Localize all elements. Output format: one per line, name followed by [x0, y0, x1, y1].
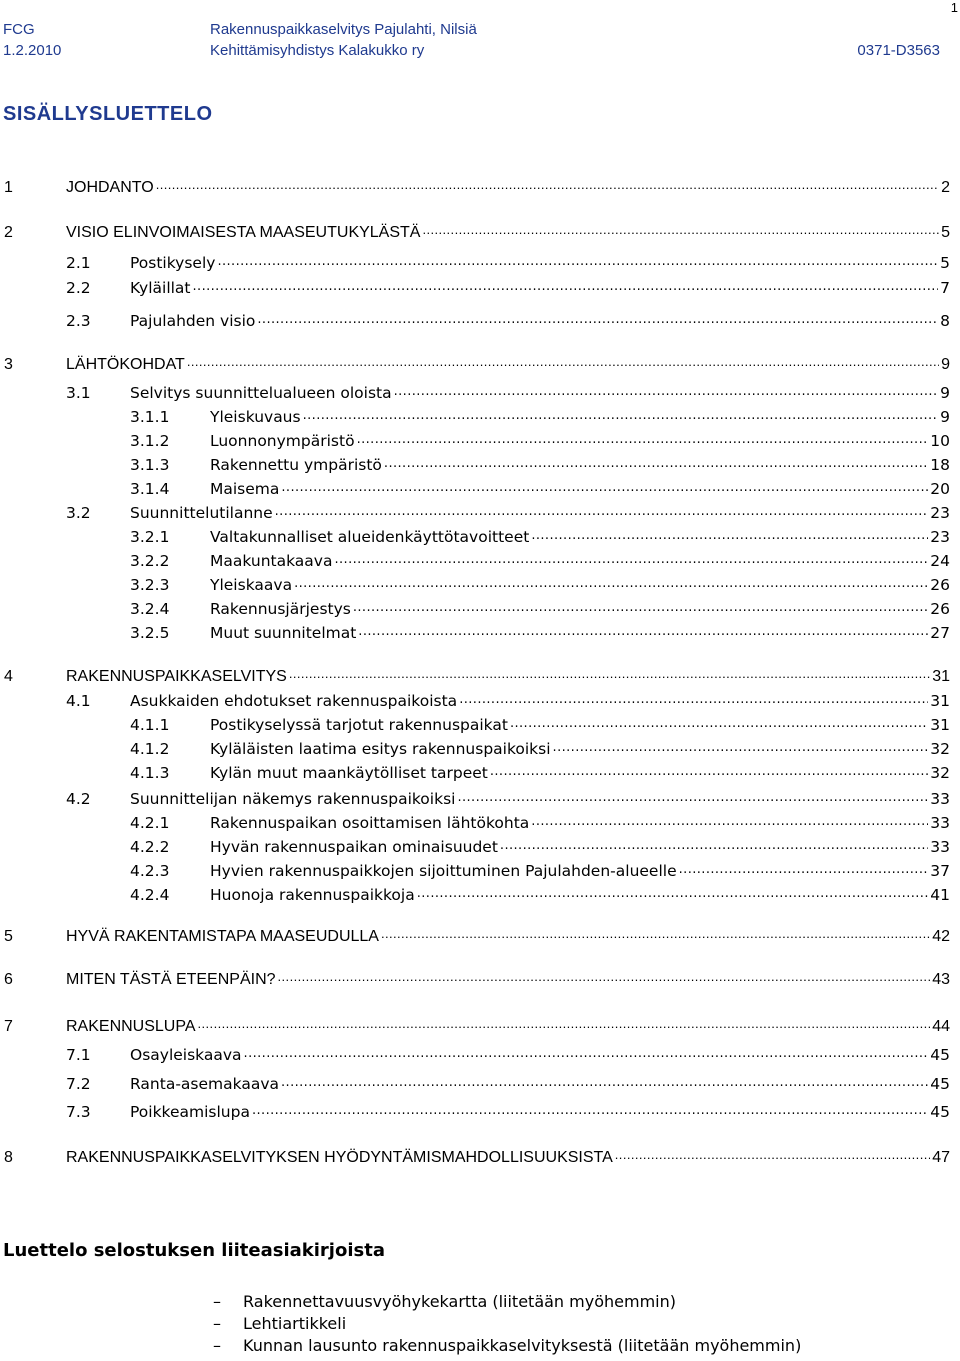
toc-label: Rakennuspaikan osoittamisen lähtökohta — [210, 814, 530, 832]
toc-leader — [281, 1072, 928, 1090]
toc-label: RAKENNUSPAIKKASELVITYS — [66, 668, 287, 685]
toc-row[interactable] — [0, 1014, 950, 1036]
toc-label: HYVÄ RAKENTAMISTAPA MAASEUDULLA — [66, 928, 379, 945]
toc-leader — [531, 811, 928, 829]
toc-leader — [217, 251, 938, 269]
toc-number: 8 — [4, 1149, 13, 1166]
toc-leader — [281, 477, 928, 495]
toc-number: 7 — [4, 1018, 13, 1035]
toc-number: 4.2.3 — [130, 862, 170, 880]
toc-number: 3.1.2 — [130, 432, 170, 450]
toc-row[interactable] — [0, 882, 950, 904]
toc-label: Kyläläisten laatima esitys rakennuspaikoiksi — [210, 740, 551, 758]
header-title-line2: Kehittämisyhdistys Kalakukko ry — [210, 42, 425, 59]
toc-page: 31 — [930, 716, 950, 734]
toc-page: 45 — [930, 1103, 950, 1121]
toc-label: LÄHTÖKOHDAT — [66, 356, 185, 373]
toc-page: 9 — [941, 356, 950, 373]
toc-page: 45 — [930, 1046, 950, 1064]
toc-leader — [384, 453, 928, 471]
toc-page: 18 — [930, 456, 950, 474]
toc-number: 3.2.4 — [130, 600, 170, 618]
toc-number: 2.2 — [66, 279, 91, 297]
toc-label: Valtakunnalliset alueidenkäyttötavoitteet — [210, 528, 530, 546]
toc-row[interactable] — [0, 620, 950, 642]
toc-number: 4.2.2 — [130, 838, 170, 856]
toc-number: 6 — [4, 971, 13, 988]
toc-leader — [553, 737, 929, 755]
toc-label: Suunnittelutilanne — [130, 504, 273, 522]
toc-page: 44 — [932, 1018, 950, 1035]
toc-row[interactable] — [0, 380, 950, 402]
toc-label: Rakennusjärjestys — [210, 600, 351, 618]
toc-row[interactable] — [0, 712, 950, 734]
toc-label: Poikkeamislupa — [130, 1103, 250, 1121]
page-number: 1 — [950, 0, 958, 15]
toc-row[interactable] — [0, 596, 950, 618]
toc-label: RAKENNUSLUPA — [66, 1018, 196, 1035]
toc-number: 4.1.2 — [130, 740, 170, 758]
toc-leader — [252, 1100, 928, 1118]
toc-page: 23 — [930, 528, 950, 546]
toc-page: 33 — [930, 814, 950, 832]
toc-row[interactable] — [0, 548, 950, 570]
dash-icon: – — [213, 1314, 221, 1333]
toc-label: Hyvän rakennuspaikan ominaisuudet — [210, 838, 498, 856]
toc-number: 3.1.3 — [130, 456, 170, 474]
toc-number: 7.1 — [66, 1046, 91, 1064]
toc-leader — [531, 525, 928, 543]
attachment-text: Rakennettavuusvyöhykekartta (liitetään myöhemmin) — [243, 1292, 676, 1311]
toc-number: 7.2 — [66, 1075, 91, 1093]
toc-row[interactable] — [0, 810, 950, 832]
toc-row[interactable] — [0, 924, 950, 946]
toc-number: 3.2 — [66, 504, 91, 522]
toc-page: 7 — [940, 279, 950, 297]
toc-leader — [422, 221, 939, 239]
toc-page: 20 — [930, 480, 950, 498]
toc-page: 9 — [940, 408, 950, 426]
toc-row[interactable] — [0, 760, 950, 782]
header-date: 1.2.2010 — [3, 42, 62, 59]
toc-page: 37 — [930, 862, 950, 880]
attachment-item — [213, 1336, 801, 1355]
toc-label: RAKENNUSPAIKKASELVITYKSEN HYÖDYNTÄMISMAHDOLLISUUKSISTA — [66, 1149, 613, 1166]
header-title-line1: Rakennuspaikkaselvitys Pajulahti, Nilsiä — [210, 21, 477, 38]
toc-row[interactable] — [0, 664, 950, 686]
attachment-text: Lehtiartikkeli — [243, 1314, 347, 1333]
header-org: FCG — [3, 21, 35, 38]
toc-leader — [357, 429, 929, 447]
toc-leader — [510, 713, 928, 731]
toc-row[interactable] — [0, 404, 950, 426]
toc-row[interactable] — [0, 786, 950, 808]
toc-label: Suunnittelijan näkemys rakennuspaikoiksi — [130, 790, 456, 808]
toc-leader — [394, 381, 939, 399]
toc-page: 10 — [930, 432, 950, 450]
toc-label: Yleiskuvaus — [210, 408, 301, 426]
toc-row[interactable] — [0, 858, 950, 880]
toc-label: Maisema — [210, 480, 280, 498]
toc-row[interactable] — [0, 1099, 950, 1121]
toc-leader — [459, 689, 928, 707]
toc-label: Kylän muut maankäytölliset tarpeet — [210, 764, 488, 782]
toc-number: 1 — [4, 179, 13, 196]
toc-page: 31 — [932, 668, 950, 685]
toc-row[interactable] — [0, 452, 950, 474]
toc-number: 5 — [4, 928, 13, 945]
toc-leader — [278, 968, 931, 986]
toc-page: 26 — [930, 576, 950, 594]
toc-label: Postikyselyssä tarjotut rakennuspaikat — [210, 716, 508, 734]
toc-page: 27 — [930, 624, 950, 642]
toc-number: 4.1 — [66, 692, 91, 710]
toc-number: 3.2.5 — [130, 624, 170, 642]
toc-leader — [334, 549, 928, 567]
toc-leader — [156, 176, 939, 194]
toc-row[interactable] — [0, 220, 950, 242]
toc-leader — [294, 573, 928, 591]
toc-leader — [457, 787, 928, 805]
toc-leader — [679, 859, 929, 877]
toc-page: 23 — [930, 504, 950, 522]
toc-number: 3.1 — [66, 384, 91, 402]
toc-page: 42 — [932, 928, 950, 945]
toc-label: Kyläillat — [130, 279, 191, 297]
toc-page: 8 — [940, 312, 950, 330]
toc-number: 4.2.4 — [130, 886, 170, 904]
toc-row[interactable] — [0, 736, 950, 758]
toc-leader — [490, 761, 928, 779]
toc-page: 43 — [932, 971, 950, 988]
toc-number: 2.3 — [66, 312, 91, 330]
attachment-item — [213, 1292, 676, 1311]
toc-number: 4 — [4, 668, 13, 685]
toc-page: 33 — [930, 838, 950, 856]
toc-number: 4.2 — [66, 790, 91, 808]
toc-number: 4.2.1 — [130, 814, 170, 832]
toc-label: Rakennettu ympäristö — [210, 456, 382, 474]
toc-page: 32 — [930, 764, 950, 782]
toc-row[interactable] — [0, 275, 950, 297]
toc-page: 41 — [930, 886, 950, 904]
toc-label: MITEN TÄSTÄ ETEENPÄIN? — [66, 971, 276, 988]
toc-label: Asukkaiden ehdotukset rakennuspaikoista — [130, 692, 458, 710]
toc-label: VISIO ELINVOIMAISESTA MAASEUTUKYLÄSTÄ — [66, 224, 421, 241]
toc-page: 47 — [932, 1149, 950, 1166]
toc-number: 2.1 — [66, 254, 91, 272]
toc-label: Yleiskaava — [210, 576, 293, 594]
header-doc-id: 0371-D3563 — [857, 42, 940, 59]
toc-label: Postikysely — [130, 254, 216, 272]
toc-page: 32 — [930, 740, 950, 758]
toc-number: 7.3 — [66, 1103, 91, 1121]
toc-label: Muut suunnitelmat — [210, 624, 357, 642]
toc-label: Osayleiskaava — [130, 1046, 242, 1064]
toc-number: 3.1.1 — [130, 408, 170, 426]
toc-leader — [257, 309, 938, 327]
toc-label: Huonoja rakennuspaikkoja — [210, 886, 415, 904]
toc-row[interactable] — [0, 500, 950, 522]
toc-number: 3 — [4, 356, 13, 373]
toc-row[interactable] — [0, 1145, 950, 1167]
attachments-title: Luettelo selostuksen liiteasiakirjoista — [3, 1240, 385, 1261]
dash-icon: – — [213, 1292, 221, 1311]
toc-row[interactable] — [0, 967, 950, 989]
toc-leader — [303, 405, 939, 423]
toc-number: 2 — [4, 224, 13, 241]
toc-page: 5 — [941, 224, 950, 241]
toc-page: 24 — [930, 552, 950, 570]
toc-page: 45 — [930, 1075, 950, 1093]
toc-leader — [244, 1043, 929, 1061]
toc-row[interactable] — [0, 352, 950, 374]
toc-page: 31 — [930, 692, 950, 710]
toc-page: 33 — [930, 790, 950, 808]
toc-label: Luonnonympäristö — [210, 432, 355, 450]
toc-page: 26 — [930, 600, 950, 618]
toc-row[interactable] — [0, 308, 950, 330]
toc-leader — [417, 883, 929, 901]
toc-leader — [615, 1146, 930, 1164]
toc-row[interactable] — [0, 572, 950, 594]
toc-label: JOHDANTO — [66, 179, 154, 196]
toc-leader — [289, 665, 930, 683]
toc-row[interactable] — [0, 1042, 950, 1064]
toc-label: Ranta-asemakaava — [130, 1075, 279, 1093]
toc-number: 3.2.2 — [130, 552, 170, 570]
attachment-text: Kunnan lausunto rakennuspaikkaselvityksestä (liitetään myöhemmin) — [243, 1336, 802, 1355]
toc-number: 3.2.3 — [130, 576, 170, 594]
toc-leader — [198, 1015, 931, 1033]
toc-row[interactable] — [0, 250, 950, 272]
toc-number: 4.1.3 — [130, 764, 170, 782]
toc-leader — [187, 353, 939, 371]
toc-page: 2 — [941, 179, 950, 196]
toc-row[interactable] — [0, 476, 950, 498]
toc-row[interactable] — [0, 428, 950, 450]
toc-label: Maakuntakaava — [210, 552, 333, 570]
toc-label: Pajulahden visio — [130, 312, 256, 330]
toc-leader — [358, 621, 928, 639]
toc-leader — [193, 276, 939, 294]
toc-leader — [353, 597, 928, 615]
toc-number: 3.1.4 — [130, 480, 170, 498]
toc-number: 4.1.1 — [130, 716, 170, 734]
toc-leader — [381, 925, 930, 943]
toc-leader — [275, 501, 929, 519]
toc-page: 9 — [940, 384, 950, 402]
toc-row[interactable] — [0, 175, 950, 197]
toc-row[interactable] — [0, 834, 950, 856]
toc-row[interactable] — [0, 1071, 950, 1093]
dash-icon: – — [213, 1336, 221, 1355]
toc-leader — [500, 835, 928, 853]
toc-row[interactable] — [0, 524, 950, 546]
toc-number: 3.2.1 — [130, 528, 170, 546]
toc-label: Selvitys suunnittelualueen oloista — [130, 384, 392, 402]
toc-label: Hyvien rakennuspaikkojen sijoittuminen Pajulahden-alueelle — [210, 862, 677, 880]
page-title: SISÄLLYSLUETTELO — [3, 103, 213, 125]
attachment-item — [213, 1314, 346, 1333]
toc-page: 5 — [940, 254, 950, 272]
toc-row[interactable] — [0, 688, 950, 710]
